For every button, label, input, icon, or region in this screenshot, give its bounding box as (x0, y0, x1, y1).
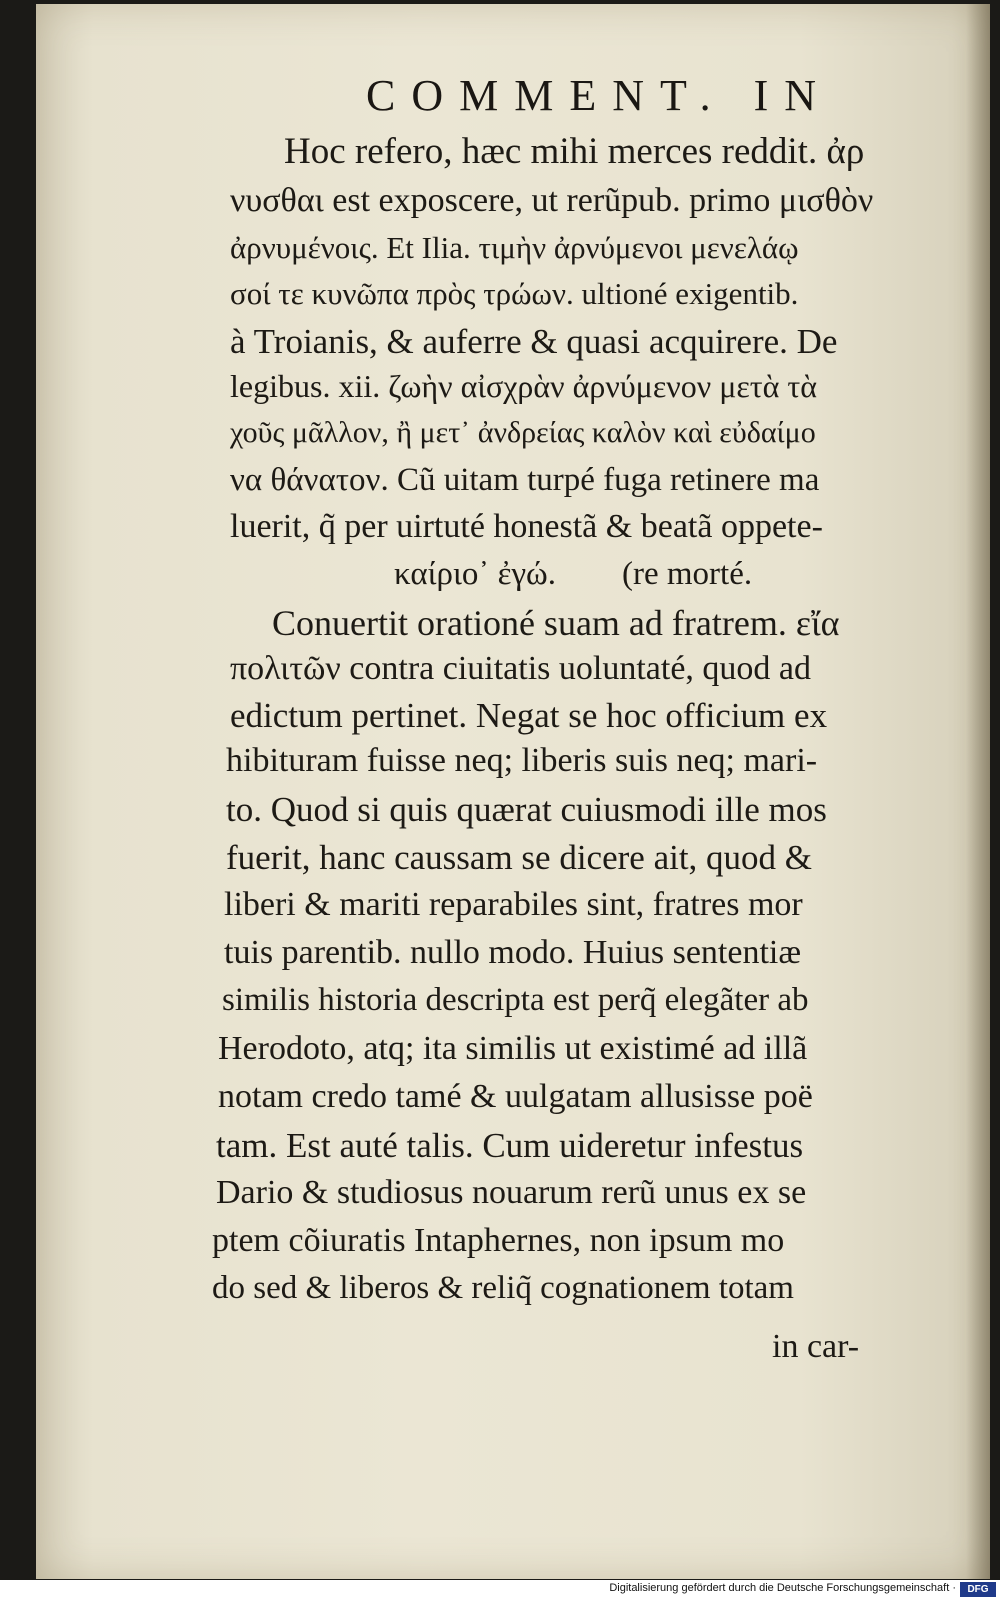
text-line: σοί τε κυνῶπα πρὸς τρώων. ultioné exigentib. (230, 276, 799, 311)
text-line: luerit, q̃ per uirtuté honestã & beatã oppete- (230, 508, 823, 545)
text-line: similis historia descripta est perq̃ elegãter ab (222, 982, 809, 1018)
text-line: Dario & studiosus nouarum rerũ unus ex se (216, 1174, 807, 1211)
text-line: tuis parentib. nullo modo. Huius sententiæ (224, 934, 802, 971)
text-line: notam credo tamé & uulgatam allusisse poë (218, 1078, 813, 1115)
running-head: COMMENT. IN (366, 71, 833, 120)
text-line: hibituram fuisse neq; liberis suis neq; mari- (226, 742, 818, 779)
text-line: πολιτῶν contra ciuitatis uoluntaté, quod ad (230, 650, 812, 687)
text-line: fuerit, hanc caussam se dicere ait, quod & (226, 838, 813, 877)
text-line: ἀρνυμένοις. Et Ilia. τιμὴν ἀρνύμενοι μενελάῳ (230, 230, 799, 265)
text-line: do sed & liberos & reliq̃ cognationem totam (212, 1270, 794, 1306)
book-page (36, 4, 990, 1579)
text-line: to. Quod si quis quærat cuiusmodi ille mos (226, 790, 827, 829)
text-line: νυσθαι est exposcere, ut rerũpub. primo μισθὸν (230, 182, 874, 219)
text-line: Herodoto, atq; ita similis ut existimé ad illã (218, 1030, 808, 1067)
footer-credit: Digitalisierung gefördert durch die Deutsche Forschungsgemeinschaft · (609, 1582, 956, 1594)
text-line: liberi & mariti reparabiles sint, fratres mor (224, 886, 803, 923)
text-line: Hoc refero, hæc mihi merces reddit. ἀρ (284, 131, 865, 172)
text-line: legibus. xii. ζωὴν αἰσχρὰν ἀρνύμενον μετὰ τὰ (230, 368, 818, 404)
text-line: καίριο᾽ ἐγώ. (re morté. (394, 556, 753, 592)
text-line: à Troianis, & auferre & quasi acquirere. De (230, 322, 838, 361)
text-line: edictum pertinet. Negat se hoc officium ex (230, 696, 828, 735)
text-line: να θάνατον. Cũ uitam turpé fuga retinere ma (230, 462, 820, 498)
text-line: tam. Est auté talis. Cum uideretur infestus (216, 1126, 804, 1165)
text-line: χοῦς μᾶλλον, ἢ μετ᾽ ἀνδρείας καλὸν καὶ εὐδαίμο (230, 416, 816, 449)
text-line: Conuertit orationé suam ad fratrem. εἴα (272, 603, 840, 643)
digitization-footer (0, 1580, 1000, 1601)
text-line: ptem cõiuratis Intaphernes, non ipsum mo (212, 1222, 785, 1259)
catchword: in car- (772, 1328, 860, 1365)
dfg-logo-icon: DFG (960, 1582, 996, 1597)
